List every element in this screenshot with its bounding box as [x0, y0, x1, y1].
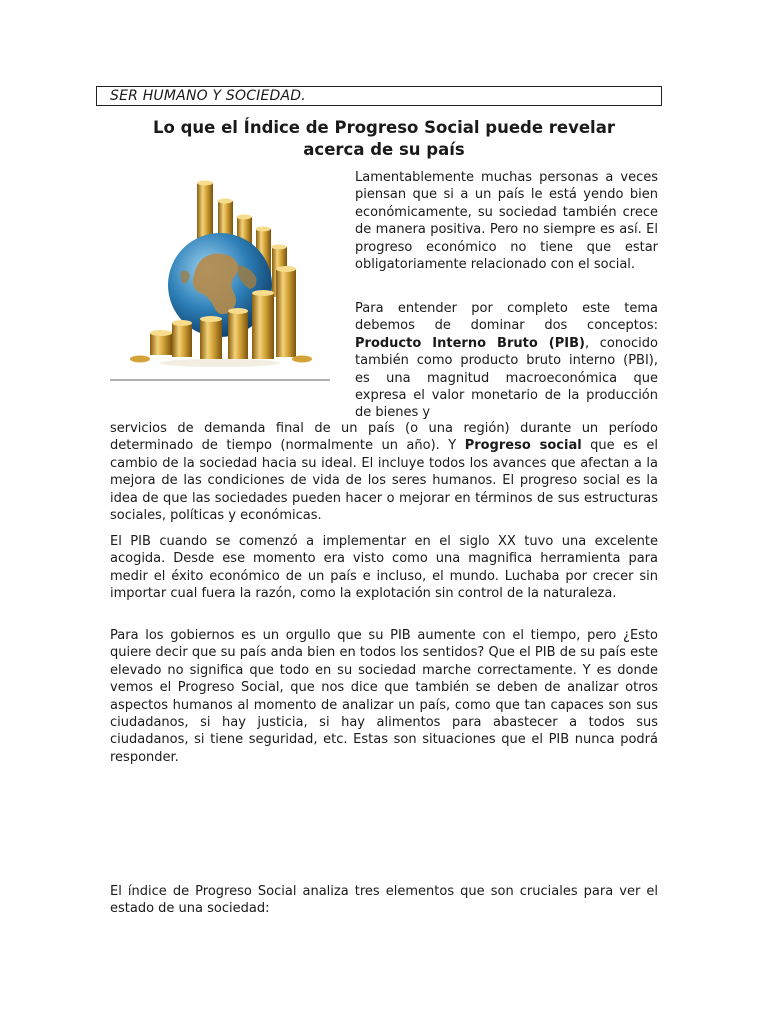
- globe-with-gold-coins-image: [110, 173, 330, 381]
- paragraph-governments: Para los gobiernos es un orgullo que su PIB aumente con el tiempo, pero ¿Esto quiere decir que su país anda bien en todos los sentidos? Que el PIB de su país este elevado no significa que todo en su sociedad marche correctamente. Y es donde vemos el Progreso Social, que nos dice que también se deben de analizar otros aspectos humanos al momento de analizar un país, como que tan capaces son sus ciudadanos, si hay justicia, si hay alimentos para abastecer a todos sus ciudadanos, si tiene seguridad, etc. Estas son situaciones que el PIB nunca podrá responder.: [110, 628, 658, 765]
- globe-coins-illustration: [110, 173, 330, 379]
- paragraph-concepts: [355, 300, 658, 422]
- paragraph-continued-a: servicios de demanda final de un país (o una región) durante un período determinado de tiempo (normalmente un año). Y: [110, 421, 658, 454]
- paragraph-intro: Lamentablemente muchas personas a veces piensan que si a un país le está yendo bien económicamente, su sociedad también crece de manera positiva. Pero no siempre es así. El progreso económico no tiene que estar obligatoriamente relacionado con el social.: [355, 170, 658, 273]
- section-label: SER HUMANO Y SOCIEDAD.: [110, 88, 306, 104]
- paragraph-index-elements: El índice de Progreso Social analiza tres elementos que son cruciales para ver el estado de una sociedad:: [110, 884, 658, 917]
- section-header-box: [96, 86, 662, 106]
- term-progreso-social: Progreso social: [464, 438, 582, 454]
- article-title: [110, 117, 658, 161]
- term-pib: Producto Interno Bruto (PIB): [355, 335, 585, 351]
- title-line-1: Lo que el Índice de Progreso Social puede revelar: [153, 118, 615, 137]
- title-line-2: acerca de su país: [303, 140, 465, 159]
- paragraph-concepts-continued: [110, 420, 658, 524]
- paragraph-pib-history: El PIB cuando se comenzó a implementar en el siglo XX tuvo una excelente acogida. Desde ese momento era visto como una magnifica herramienta para medir el éxito económico de un país e incluso, el mundo. Luchaba por crecer sin importar cual fuera la razón, como la explotación sin control de la naturaleza.: [110, 534, 658, 602]
- paragraph-concepts-intro: Para entender por completo este tema debemos de dominar dos conceptos:: [355, 301, 658, 334]
- paragraph-concepts-after-term: , conocido también como producto bruto interno (PBI), es una magnitud macroeconómica que expresa el valor monetario de la producción de bienes y: [355, 335, 658, 421]
- paragraph-continued-b: que es el cambio de la sociedad hacia su ideal. El incluye todos los avances que afectan a la mejora de las condiciones de vida de los seres humanos. El progreso social es la idea de que las sociedades pueden hacer o mejorar en términos de sus estructuras sociales, políticas y económicas.: [110, 438, 658, 524]
